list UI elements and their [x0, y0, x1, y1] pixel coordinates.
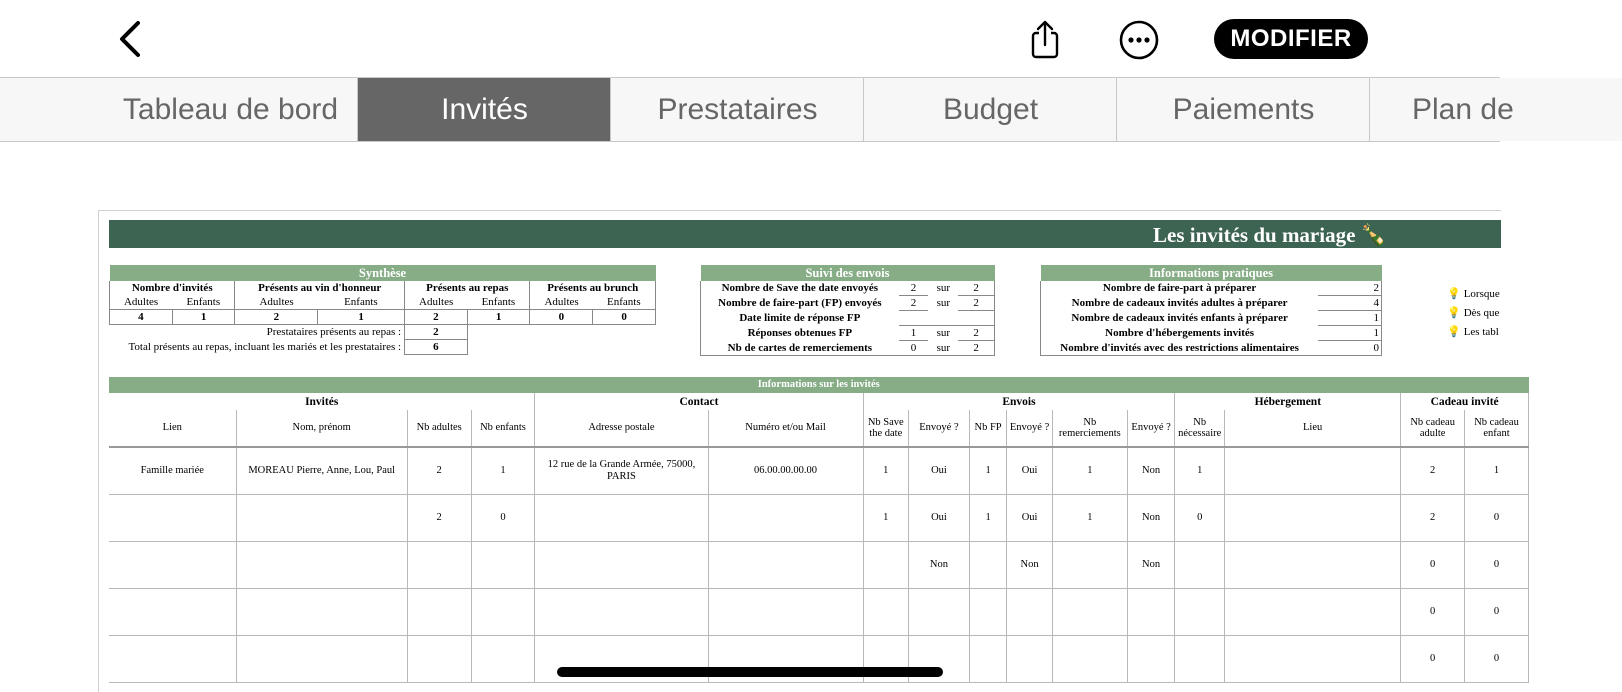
cell-envoye-rem[interactable]: Non — [1127, 447, 1175, 495]
cell-cadeau-adulte[interactable]: 2 — [1401, 447, 1465, 495]
more-icon[interactable] — [1118, 19, 1160, 61]
sheet-banner — [109, 220, 1501, 248]
col-header: Adultes — [259, 296, 294, 308]
cell-nb-std[interactable]: 1 — [863, 447, 909, 495]
group-header: Contact — [535, 393, 863, 410]
col-header: Nb nécessaire — [1175, 410, 1225, 447]
cell-envoye-fp[interactable] — [1007, 636, 1053, 683]
suivi-b: 2 — [958, 326, 994, 341]
home-indicator[interactable] — [557, 667, 943, 677]
value-cell[interactable]: 0 — [593, 310, 656, 325]
cell-cadeau-enfant[interactable]: 0 — [1465, 495, 1529, 542]
cell-envoye-std[interactable] — [909, 589, 970, 636]
cell-nb-adultes[interactable] — [407, 589, 471, 636]
suivi-b: 2 — [958, 281, 994, 296]
cell-envoye-std[interactable]: Oui — [909, 495, 970, 542]
cell-cadeau-adulte[interactable]: 0 — [1401, 542, 1465, 589]
cell-nb-adultes[interactable]: 2 — [407, 495, 471, 542]
col-header: Adultes — [419, 296, 454, 308]
cell-cadeau-enfant[interactable]: 0 — [1465, 636, 1529, 683]
synthese-table — [109, 265, 656, 355]
col-header: Nb adultes — [407, 410, 471, 447]
tab-prestataires[interactable]: Prestataires — [610, 78, 864, 141]
cell-nb-enfants[interactable] — [471, 542, 535, 589]
cell-nb-necessaire[interactable] — [1175, 542, 1225, 589]
value-cell[interactable]: 1 — [318, 310, 405, 325]
guests-title: Informations sur les invités — [109, 377, 1529, 393]
col-header: Enfants — [172, 295, 235, 310]
tab-hidden[interactable] — [0, 78, 104, 141]
cell-envoye-rem[interactable] — [1127, 589, 1175, 636]
cell-contact[interactable]: 06.00.00.00.00 — [708, 447, 863, 495]
table-row[interactable] — [109, 447, 1529, 495]
infos-title: Informations pratiques — [1041, 265, 1382, 281]
tab-tableau-de-bord[interactable]: Tableau de bord — [104, 78, 357, 141]
suivi-a[interactable]: 0 — [899, 341, 929, 356]
col-header: Nb remerciements — [1052, 410, 1127, 447]
group-header: Cadeau invité — [1401, 393, 1529, 410]
value-cell[interactable]: 2 — [405, 310, 468, 325]
note-item: 💡 Lorsque — [1447, 288, 1500, 300]
col-header: Nb cadeau adulte — [1401, 410, 1465, 447]
tab-plan-de-table[interactable]: Plan de — [1369, 78, 1622, 141]
cell-envoye-rem[interactable]: Non — [1127, 542, 1175, 589]
group-header: Présents au brunch — [530, 281, 656, 295]
tab-paiements[interactable]: Paiements — [1116, 78, 1370, 141]
modifier-button[interactable]: MODIFIER — [1214, 19, 1368, 59]
col-header: Nb Save the date — [863, 410, 909, 447]
col-header: Nb enfants — [471, 410, 535, 447]
top-toolbar — [0, 0, 1500, 78]
cell-nb-fp[interactable] — [969, 542, 1006, 589]
cell-nb-std[interactable] — [863, 589, 909, 636]
note-item: 💡 Les tabl — [1447, 326, 1499, 338]
spreadsheet[interactable] — [98, 210, 1519, 692]
cell-nb-fp[interactable] — [969, 589, 1006, 636]
cell-nb-remerciements[interactable]: 1 — [1052, 495, 1127, 542]
cell-nb-fp[interactable] — [969, 636, 1006, 683]
infos-label: Nombre d'invités avec des restrictions alimentaires — [1041, 341, 1319, 356]
suivi-a[interactable]: 2 — [899, 281, 929, 296]
suivi-b: 2 — [958, 296, 994, 311]
cell-nb-remerciements[interactable]: 1 — [1052, 447, 1127, 495]
cell-lien[interactable] — [109, 542, 236, 589]
cell-contact[interactable] — [708, 542, 863, 589]
col-header: Envoyé ? — [909, 410, 970, 447]
cell-adresse[interactable] — [535, 589, 708, 636]
suivi-sur: sur — [936, 282, 951, 295]
cell-nb-necessaire[interactable] — [1175, 636, 1225, 683]
group-header: Nombre d'invités — [110, 281, 235, 295]
group-header: Présents au vin d'honneur — [235, 281, 405, 295]
cell-lieu[interactable] — [1225, 636, 1401, 683]
prestataires-value[interactable]: 2 — [405, 325, 468, 340]
value-cell[interactable]: 2 — [235, 310, 318, 325]
cell-cadeau-enfant[interactable]: 1 — [1465, 447, 1529, 495]
cell-nb-std[interactable] — [863, 542, 909, 589]
cell-adresse[interactable] — [535, 495, 708, 542]
guests-table — [109, 377, 1529, 683]
col-header: Adultes — [110, 295, 173, 310]
group-header: Présents au repas — [405, 281, 530, 295]
note-item: 💡 Dès que — [1447, 307, 1500, 319]
cell-nom[interactable] — [236, 589, 407, 636]
total-label: Total présents au repas, incluant les mariés et les prestataires : — [128, 341, 402, 353]
infos-label: Nombre de cadeaux invités enfants à préparer — [1041, 311, 1319, 326]
cell-cadeau-adulte[interactable]: 0 — [1401, 636, 1465, 683]
cell-cadeau-enfant[interactable]: 0 — [1465, 542, 1529, 589]
col-header: Adultes — [544, 296, 579, 308]
table-row[interactable] — [109, 495, 1529, 542]
total-value[interactable]: 6 — [405, 340, 468, 355]
suivi-title: Suivi des envois — [701, 265, 995, 281]
cell-envoye-fp[interactable]: Non — [1007, 542, 1053, 589]
tab-budget[interactable]: Budget — [863, 78, 1117, 141]
cell-envoye-rem[interactable]: Non — [1127, 495, 1175, 542]
col-header: Enfants — [593, 295, 656, 310]
cell-lien[interactable] — [109, 589, 236, 636]
cell-nb-enfants[interactable] — [471, 589, 535, 636]
suivi-b: 2 — [958, 341, 994, 356]
cell-nb-adultes[interactable] — [407, 636, 471, 683]
cell-envoye-fp[interactable]: Oui — [1007, 447, 1053, 495]
suivi-label: Réponses obtenues FP — [701, 326, 899, 341]
suivi-label: Nombre de faire-part (FP) envoyés — [701, 296, 899, 311]
cell-envoye-std[interactable]: Non — [909, 542, 970, 589]
col-header: Numéro et/ou Mail — [708, 410, 863, 447]
cell-lien[interactable] — [109, 495, 236, 542]
lightbulb-icon: 💡 — [1447, 326, 1461, 338]
suivi-sur: sur — [928, 341, 958, 356]
cell-nb-remerciements[interactable] — [1052, 542, 1127, 589]
cell-lien[interactable]: Famille mariée — [109, 447, 236, 495]
share-icon[interactable] — [1028, 20, 1062, 60]
cell-nb-enfants[interactable] — [471, 636, 535, 683]
cell-nom[interactable] — [236, 495, 407, 542]
cell-lieu[interactable] — [1225, 447, 1401, 495]
col-header: Envoyé ? — [1007, 410, 1053, 447]
cell-lien[interactable] — [109, 636, 236, 683]
date-limite-cell[interactable] — [899, 311, 995, 326]
cell-cadeau-adulte[interactable]: 2 — [1401, 495, 1465, 542]
infos-label: Nombre d'hébergements invités — [1041, 326, 1319, 341]
cell-lieu[interactable] — [1225, 495, 1401, 542]
prestataires-label: Prestataires présents au repas : — [266, 326, 402, 339]
group-header: Envois — [863, 393, 1175, 410]
value-cell[interactable]: 1 — [467, 310, 530, 325]
cell-nom[interactable]: MOREAU Pierre, Anne, Lou, Paul — [236, 447, 407, 495]
cell-nb-remerciements[interactable] — [1052, 589, 1127, 636]
cell-nb-necessaire[interactable] — [1175, 589, 1225, 636]
cell-contact[interactable] — [708, 589, 863, 636]
col-header: Lien — [109, 410, 236, 447]
col-header: Enfants — [318, 295, 405, 310]
tab-invites[interactable]: Invités — [357, 78, 611, 141]
sheet-title: Les invités du mariage 🍾 — [1153, 223, 1387, 247]
suivi-sur: sur — [936, 327, 951, 340]
cell-nom[interactable] — [236, 542, 407, 589]
group-header: Invités — [109, 393, 535, 410]
lightbulb-icon: 💡 — [1447, 288, 1461, 300]
cell-nom[interactable] — [236, 636, 407, 683]
chevron-left-icon[interactable] — [114, 20, 148, 58]
col-header: Lieu — [1225, 410, 1401, 447]
cell-envoye-fp[interactable]: Oui — [1007, 495, 1053, 542]
col-header: Nb FP — [969, 410, 1006, 447]
col-header: Nb cadeau enfant — [1465, 410, 1529, 447]
cell-nb-remerciements[interactable] — [1052, 636, 1127, 683]
infos-label: Nombre de cadeaux invités adultes à préparer — [1041, 296, 1319, 311]
col-header: Envoyé ? — [1127, 410, 1175, 447]
table-row[interactable] — [109, 542, 1529, 589]
infos-value: 1 — [1318, 326, 1381, 341]
cell-nb-fp[interactable]: 1 — [969, 495, 1006, 542]
col-header: Enfants — [467, 295, 530, 310]
cell-nb-adultes[interactable] — [407, 542, 471, 589]
infos-value: 0 — [1318, 341, 1381, 356]
cell-nb-necessaire[interactable]: 0 — [1175, 495, 1225, 542]
cell-adresse[interactable]: 12 rue de la Grande Armée, 75000, PARIS — [535, 447, 708, 495]
infos-label: Nombre de faire-part à préparer — [1041, 281, 1319, 296]
suivi-envois-table — [700, 265, 995, 356]
cell-lieu[interactable] — [1225, 542, 1401, 589]
cell-contact[interactable] — [708, 495, 863, 542]
cell-nb-enfants[interactable]: 0 — [471, 495, 535, 542]
cell-nb-fp[interactable]: 1 — [969, 447, 1006, 495]
cell-envoye-fp[interactable] — [1007, 589, 1053, 636]
infos-value: 4 — [1318, 296, 1381, 311]
cell-nb-adultes[interactable]: 2 — [407, 447, 471, 495]
group-header: Hébergement — [1175, 393, 1401, 410]
cell-cadeau-adulte[interactable]: 0 — [1401, 589, 1465, 636]
suivi-label: Nb de cartes de remerciements — [701, 341, 899, 356]
infos-value: 1 — [1318, 311, 1381, 326]
lightbulb-icon: 💡 — [1447, 307, 1461, 319]
col-header: Nom, prénom — [236, 410, 407, 447]
cell-lieu[interactable] — [1225, 589, 1401, 636]
cell-envoye-std[interactable]: Oui — [909, 447, 970, 495]
col-header: Adresse postale — [535, 410, 708, 447]
suivi-sur: sur — [936, 297, 951, 309]
infos-pratiques-table — [1040, 265, 1382, 356]
value-cell[interactable]: 0 — [530, 310, 593, 325]
sheet-tabs — [0, 77, 1514, 142]
suivi-label: Nombre de Save the date envoyés — [701, 281, 899, 296]
cell-envoye-rem[interactable] — [1127, 636, 1175, 683]
cell-nb-std[interactable]: 1 — [863, 495, 909, 542]
synthese-title: Synthèse — [110, 265, 656, 281]
value-cell[interactable]: 1 — [172, 310, 235, 325]
table-row[interactable] — [109, 589, 1529, 636]
cell-nb-necessaire[interactable]: 1 — [1175, 447, 1225, 495]
suivi-a[interactable]: 1 — [899, 326, 929, 341]
suivi-a[interactable]: 2 — [899, 296, 929, 311]
cell-adresse[interactable] — [535, 542, 708, 589]
cell-nb-enfants[interactable]: 1 — [471, 447, 535, 495]
suivi-label: Date limite de réponse FP — [701, 311, 899, 326]
value-cell[interactable]: 4 — [110, 310, 173, 325]
cell-cadeau-enfant[interactable]: 0 — [1465, 589, 1529, 636]
infos-value: 2 — [1318, 281, 1381, 296]
